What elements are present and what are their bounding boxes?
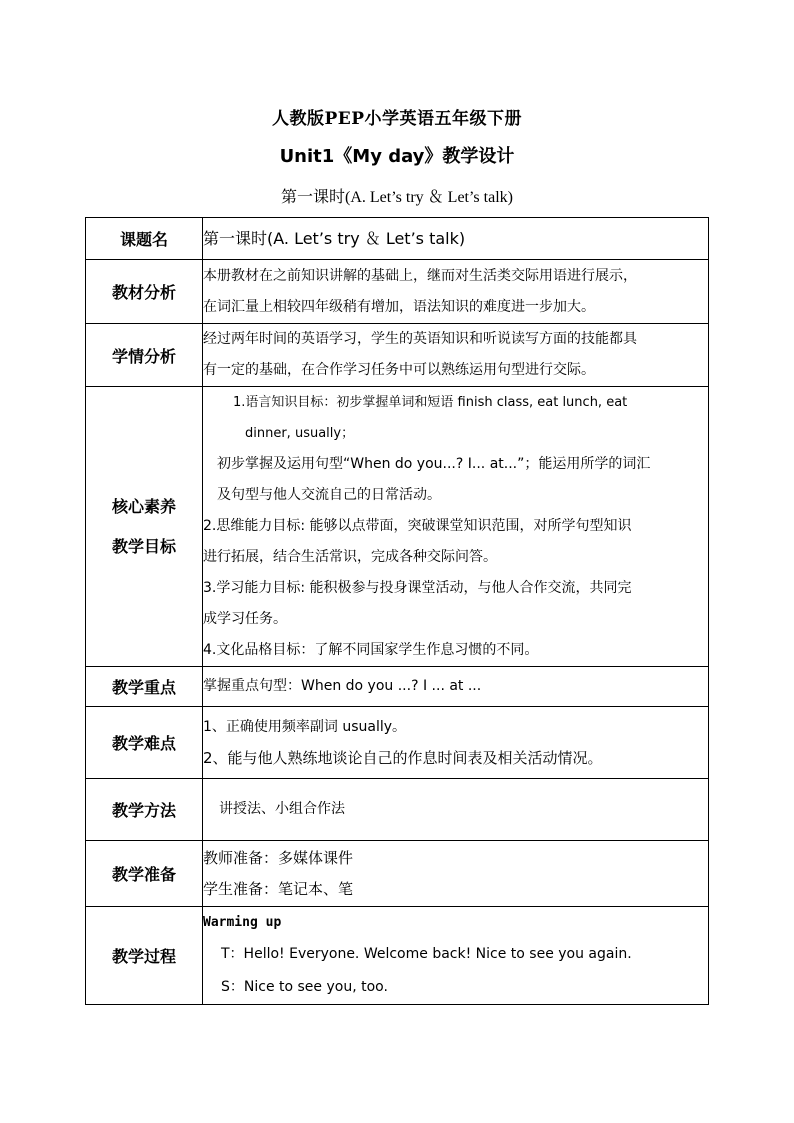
goal-line: 1.语言知识目标：初步掌握单词和短语 finish class, eat lunch, eat: [233, 395, 628, 410]
prep-line: 教师准备：多媒体课件: [203, 848, 354, 867]
difficulty-cell: [203, 707, 709, 779]
learner-cell: [203, 324, 709, 387]
goal-line: 及句型与他人交流自己的日常活动。: [217, 487, 441, 503]
goal-line: 进行拓展，结合生活常识，完成各种交际问答。: [203, 549, 497, 565]
document-title: 人教版PEP小学英语五年级下册: [271, 109, 523, 129]
row-label-process: 教学过程: [86, 907, 203, 1005]
lesson-design-table: [85, 217, 709, 1005]
process-line: S：Nice to see you, too.: [221, 978, 388, 995]
goal-line: dinner, usually；: [245, 426, 355, 441]
topic-text: 第一课时(A. Let’s try ＆ Let’s talk): [203, 218, 709, 260]
table-row: [86, 324, 709, 387]
difficulty-line: 1、正确使用频率副词 usually。: [203, 718, 407, 735]
table-row: [86, 218, 709, 260]
process-line: T：Hello! Everyone. Welcome back! Nice to see you again.: [221, 945, 632, 962]
method-text: 讲授法、小组合作法: [203, 779, 709, 841]
goal-line: 4.文化品格目标：了解不同国家学生作息习惯的不同。: [203, 642, 539, 658]
process-cell: [203, 907, 709, 1005]
goals-label-line: 核心素养: [111, 496, 176, 516]
lesson-title: 第一课时(A. Let’s try ＆ Let’s talk): [281, 189, 513, 206]
goal-line: 2.思维能力目标: 能够以点带面，突破课堂知识范围，对所学句型知识: [203, 518, 632, 534]
unit-title: Unit1《My day》教学设计: [279, 146, 515, 167]
goal-line: 成学习任务。: [203, 611, 287, 627]
row-label-goals: [86, 387, 203, 667]
table-row: [86, 779, 709, 841]
table-row: [86, 907, 709, 1005]
learner-line: 经过两年时间的英语学习，学生的英语知识和听说读写方面的技能都具: [203, 331, 637, 347]
goal-line: 初步掌握及运用句型“When do you...? I... at...”；能运用所学的词汇: [217, 456, 651, 472]
prep-line: 学生准备：笔记本、笔: [203, 879, 354, 898]
row-label-difficulty: 教学难点: [86, 707, 203, 779]
prep-cell: [203, 841, 709, 907]
row-label-material: 教材分析: [86, 260, 203, 324]
row-label-method: 教学方法: [86, 779, 203, 841]
table-row: [86, 707, 709, 779]
row-label-prep: 教学准备: [86, 841, 203, 907]
material-line: 本册教材在之前知识讲解的基础上，继而对生活类交际用语进行展示，: [203, 267, 637, 284]
goal-line: 3.学习能力目标: 能积极参与投身课堂活动，与他人合作交流，共同完: [203, 580, 632, 596]
row-label-topic: 课题名: [86, 218, 203, 260]
row-label-focus: 教学重点: [86, 667, 203, 707]
process-line: Warming up: [203, 914, 282, 930]
goals-cell: [203, 387, 709, 667]
row-label-learner: 学情分析: [86, 324, 203, 387]
goals-label-line: 教学目标: [111, 536, 176, 556]
material-line: 在词汇量上相较四年级稍有增加，语法知识的难度进一步加大。: [203, 298, 595, 315]
material-cell: [203, 260, 709, 324]
learner-line: 有一定的基础，在合作学习任务中可以熟练运用句型进行交际。: [203, 362, 595, 378]
table-row: [86, 387, 709, 667]
difficulty-line: 2、能与他人熟练地谈论自己的作息时间表及相关活动情况。: [203, 748, 603, 767]
table-row: [86, 667, 709, 707]
table-row: [86, 260, 709, 324]
focus-text: 掌握重点句型：When do you ...? I ... at ...: [203, 667, 709, 707]
table-row: [86, 841, 709, 907]
